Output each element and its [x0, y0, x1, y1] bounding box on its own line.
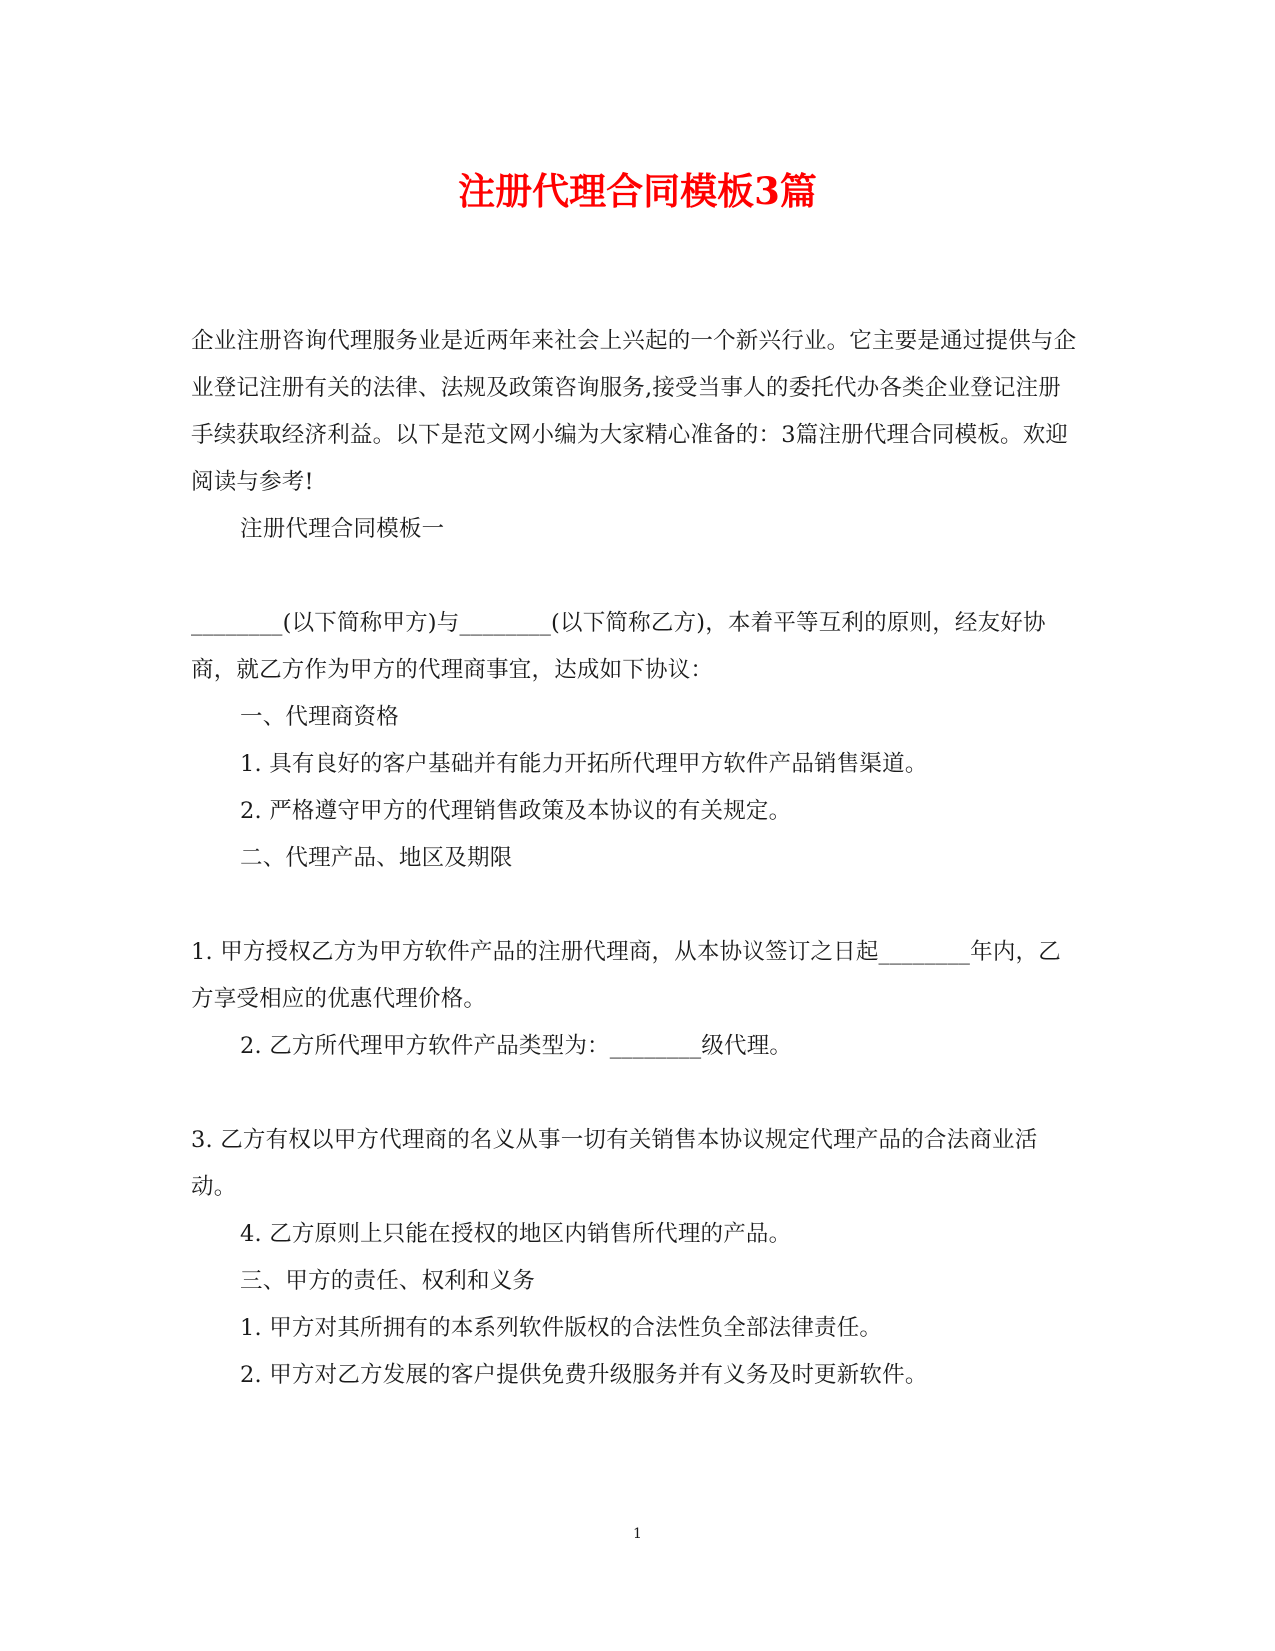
page-number: 1 [633, 1526, 642, 1542]
section-heading-qualification: 一、代理商资格 [240, 704, 399, 730]
parties-paragraph: ________(以下简称甲方)与________(以下简称乙方)，本着平等互利的原则，经友好协商，就乙方作为甲方的代理商事宜，达成如下协议： [191, 610, 1046, 683]
intro-paragraph: 企业注册咨询代理服务业是近两年来社会上兴起的一个新兴行业。它主要是通过提供与企业登记注册有关的法律、法规及政策咨询服务,接受当事人的委托代办各类企业登记注册手续获取经济利益。以下是范文网小编为大家精心准备的：3篇注册代理合同模板。欢迎阅读与参考! [191, 328, 1077, 495]
template-heading: 注册代理合同模板一 [240, 516, 445, 542]
clause-3-1: 1. 甲方对其所拥有的本系列软件版权的合法性负全部法律责任。 [240, 1315, 883, 1341]
paragraph-gap [191, 553, 1081, 600]
clause-2-4: 4. 乙方原则上只能在授权的地区内销售所代理的产品。 [240, 1221, 792, 1247]
clause-2-2: 2. 乙方所代理甲方软件产品类型为：________级代理。 [240, 1033, 793, 1059]
section-heading-products: 二、代理产品、地区及期限 [240, 845, 513, 871]
section-heading-party-a: 三、甲方的责任、权利和义务 [240, 1268, 536, 1294]
clause-2-1: 1. 甲方授权乙方为甲方软件产品的注册代理商，从本协议签订之日起________年内，乙方享受相应的优惠代理价格。 [191, 939, 1061, 1012]
clause-1-1: 1. 具有良好的客户基础并有能力开拓所代理甲方软件产品销售渠道。 [240, 751, 928, 777]
clause-3-2: 2. 甲方对乙方发展的客户提供免费升级服务并有义务及时更新软件。 [240, 1362, 928, 1388]
paragraph-gap [191, 882, 1081, 929]
document-title: 注册代理合同模板3篇 [458, 169, 817, 213]
clause-2-3: 3. 乙方有权以甲方代理商的名义从事一切有关销售本协议规定代理产品的合法商业活动。 [191, 1127, 1038, 1200]
paragraph-gap [191, 1070, 1081, 1117]
document-body [191, 318, 1081, 1399]
clause-1-2: 2. 严格遵守甲方的代理销售政策及本协议的有关规定。 [240, 798, 792, 824]
